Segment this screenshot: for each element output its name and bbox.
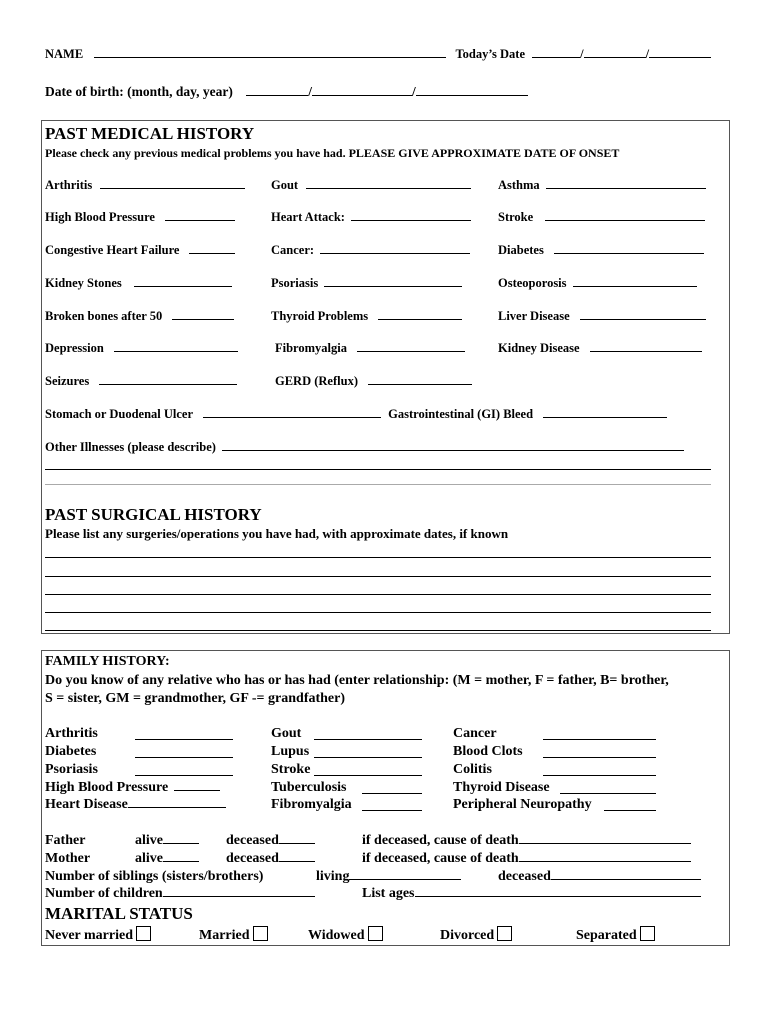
pmh-item: Kidney Stones	[45, 276, 232, 291]
marital-option-divorced: Divorced	[440, 926, 512, 944]
pmh-date-field[interactable]	[203, 407, 381, 418]
pmh-item: Stomach or Duodenal Ulcer Gastrointestinal (GI) Bleed	[45, 407, 667, 422]
family-condition: Heart Disease	[45, 797, 226, 813]
pmh-item: Congestive Heart Failure	[45, 243, 235, 258]
date-separator: /	[412, 84, 416, 99]
mother-cause: if deceased, cause of death	[362, 851, 691, 867]
dob-label: Date of birth: (month, day, year)	[45, 84, 233, 99]
date-separator: /	[645, 47, 650, 61]
todays-date-month-field[interactable]	[532, 47, 580, 58]
siblings-deceased: deceased	[498, 869, 701, 885]
family-condition: Thyroid Disease	[453, 780, 550, 795]
family-relationship-field[interactable]	[543, 747, 656, 758]
pmh-date-field[interactable]	[546, 178, 706, 189]
dob-month-field[interactable]	[246, 85, 308, 96]
psh-line[interactable]	[45, 630, 711, 631]
family-relationship-field[interactable]	[174, 780, 220, 791]
family-relationship-field[interactable]	[135, 729, 233, 740]
family-condition: Lupus	[271, 744, 310, 759]
pmh-item: Arthritis	[45, 178, 245, 193]
family-condition: High Blood Pressure	[45, 780, 220, 796]
pmh-date-field[interactable]	[368, 374, 472, 385]
pmh-date-field[interactable]	[543, 407, 667, 418]
dob-year-field[interactable]	[416, 85, 528, 96]
family-condition: Stroke	[271, 762, 311, 777]
pmh-date-field[interactable]	[573, 276, 697, 287]
mother-deceased: deceased	[226, 851, 315, 867]
marital-title: MARITAL STATUS	[45, 904, 193, 923]
pmh-date-field[interactable]	[114, 341, 238, 352]
pmh-date-field[interactable]	[378, 309, 462, 320]
psh-line[interactable]	[45, 612, 711, 613]
pmh-date-field[interactable]	[324, 276, 462, 287]
todays-date-year-field[interactable]	[649, 47, 711, 58]
divorced-checkbox[interactable]	[497, 926, 512, 941]
pmh-item: Fibromyalgia	[275, 341, 465, 356]
pmh-date-field[interactable]	[134, 276, 232, 287]
father-alive: alive	[135, 833, 199, 849]
siblings-label: Number of siblings (sisters/brothers)	[45, 869, 264, 884]
date-separator: /	[308, 84, 312, 99]
pmh-item: Psoriasis	[271, 276, 462, 291]
psh-line[interactable]	[45, 576, 711, 577]
pmh-date-field[interactable]	[545, 210, 705, 221]
date-separator: /	[580, 47, 584, 61]
list-ages-field[interactable]	[415, 886, 701, 897]
marital-option-separated: Separated	[576, 926, 655, 944]
never-married-checkbox[interactable]	[136, 926, 151, 941]
pmh-item: Stroke	[498, 210, 705, 225]
psh-line[interactable]	[45, 594, 711, 595]
pmh-instructions: Please check any previous medical problems you have had. PLEASE GIVE APPROXIMATE DATE OF ONSET	[45, 146, 620, 160]
dob-day-field[interactable]	[312, 85, 412, 96]
family-relationship-field[interactable]	[314, 729, 422, 740]
pmh-item: High Blood Pressure	[45, 210, 235, 225]
father-cause: if deceased, cause of death	[362, 833, 691, 849]
psh-line[interactable]	[45, 557, 711, 558]
mother-cause-field[interactable]	[519, 851, 691, 862]
pmh-date-field[interactable]	[554, 243, 704, 254]
father-alive-field[interactable]	[163, 833, 199, 844]
pmh-date-field[interactable]	[580, 309, 706, 320]
siblings-living-field[interactable]	[349, 869, 461, 880]
name-label: NAME	[45, 47, 84, 61]
list-ages-row: List ages	[362, 886, 701, 902]
pmh-date-field[interactable]	[320, 243, 470, 254]
siblings-deceased-field[interactable]	[551, 869, 701, 880]
mother-alive-field[interactable]	[163, 851, 199, 862]
family-relationship-field[interactable]	[543, 765, 656, 776]
pmh-title: PAST MEDICAL HISTORY	[45, 124, 255, 143]
family-condition: Diabetes	[45, 744, 97, 759]
father-deceased-field[interactable]	[279, 833, 315, 844]
mother-label: Mother	[45, 851, 91, 866]
pmh-item: Seizures	[45, 374, 237, 389]
todays-date-label: Today’s Date	[455, 47, 526, 61]
family-relationship-field[interactable]	[314, 765, 422, 776]
pmh-item: Liver Disease	[498, 309, 706, 324]
married-checkbox[interactable]	[253, 926, 268, 941]
family-condition: Peripheral Neuropathy	[453, 797, 592, 812]
family-relationship-field[interactable]	[128, 797, 226, 808]
other-illnesses-field[interactable]	[222, 440, 684, 451]
pmh-date-field[interactable]	[306, 178, 471, 189]
father-deceased: deceased	[226, 833, 315, 849]
separated-checkbox[interactable]	[640, 926, 655, 941]
father-cause-field[interactable]	[519, 833, 691, 844]
marital-option-married: Married	[199, 926, 268, 944]
family-relationship-field[interactable]	[604, 800, 656, 811]
marital-option-widowed: Widowed	[308, 926, 383, 944]
children-row: Number of children	[45, 886, 315, 902]
family-condition: Tuberculosis	[271, 780, 347, 795]
marital-option-never-married: Never married	[45, 926, 151, 944]
dob-row	[45, 84, 528, 100]
family-question-1: Do you know of any relative who has or has had (enter relationship: (M = mother, F = father, B= brother,	[45, 673, 669, 688]
name-row	[45, 47, 711, 62]
pmh-item: Cancer:	[271, 243, 470, 258]
psh-title: PAST SURGICAL HISTORY	[45, 505, 262, 524]
pmh-date-field[interactable]	[99, 374, 237, 385]
pmh-item: Kidney Disease	[498, 341, 702, 356]
family-question-2: S = sister, GM = grandmother, GF -= grandfather)	[45, 691, 346, 706]
family-relationship-field[interactable]	[314, 747, 422, 758]
family-condition: Arthritis	[45, 726, 98, 741]
siblings-living: living	[316, 869, 461, 885]
family-condition: Colitis	[453, 762, 492, 777]
widowed-checkbox[interactable]	[368, 926, 383, 941]
children-count-field[interactable]	[163, 886, 315, 897]
pmh-item: Diabetes	[498, 243, 704, 258]
father-label: Father	[45, 833, 86, 848]
family-relationship-field[interactable]	[543, 729, 656, 740]
family-title: FAMILY HISTORY:	[45, 654, 170, 669]
pmh-date-field[interactable]	[351, 210, 471, 221]
family-condition: Psoriasis	[45, 762, 98, 777]
pmh-date-field[interactable]	[590, 341, 702, 352]
family-relationship-field[interactable]	[362, 800, 422, 811]
pmh-item: GERD (Reflux)	[275, 374, 472, 389]
pmh-item: Broken bones after 50	[45, 309, 234, 324]
other-illnesses-label: Other Illnesses (please describe)	[45, 440, 216, 454]
family-relationship-field[interactable]	[560, 783, 656, 794]
pmh-date-field[interactable]	[100, 178, 245, 189]
other-illnesses-line[interactable]	[45, 484, 711, 485]
pmh-item: Asthma	[498, 178, 706, 193]
pmh-item: Osteoporosis	[498, 276, 697, 291]
pmh-item: Heart Attack:	[271, 210, 471, 225]
family-relationship-field[interactable]	[362, 783, 422, 794]
pmh-item: Depression	[45, 341, 238, 356]
family-condition: Cancer	[453, 726, 497, 741]
family-relationship-field[interactable]	[135, 747, 233, 758]
name-field[interactable]	[94, 47, 446, 58]
family-relationship-field[interactable]	[135, 765, 233, 776]
family-condition: Fibromyalgia	[271, 797, 352, 812]
family-condition: Gout	[271, 726, 302, 741]
pmh-date-field[interactable]	[189, 243, 235, 254]
other-illnesses-row	[45, 440, 684, 455]
pmh-item: Thyroid Problems	[271, 309, 462, 324]
pmh-date-field[interactable]	[172, 309, 234, 320]
mother-deceased-field[interactable]	[279, 851, 315, 862]
pmh-item: Gout	[271, 178, 471, 193]
pmh-date-field[interactable]	[165, 210, 235, 221]
pmh-date-field[interactable]	[357, 341, 465, 352]
psh-instructions: Please list any surgeries/operations you have had, with approximate dates, if known	[45, 526, 509, 541]
mother-alive: alive	[135, 851, 199, 867]
family-condition: Blood Clots	[453, 744, 523, 759]
todays-date-day-field[interactable]	[584, 47, 646, 58]
other-illnesses-line[interactable]	[45, 469, 711, 470]
